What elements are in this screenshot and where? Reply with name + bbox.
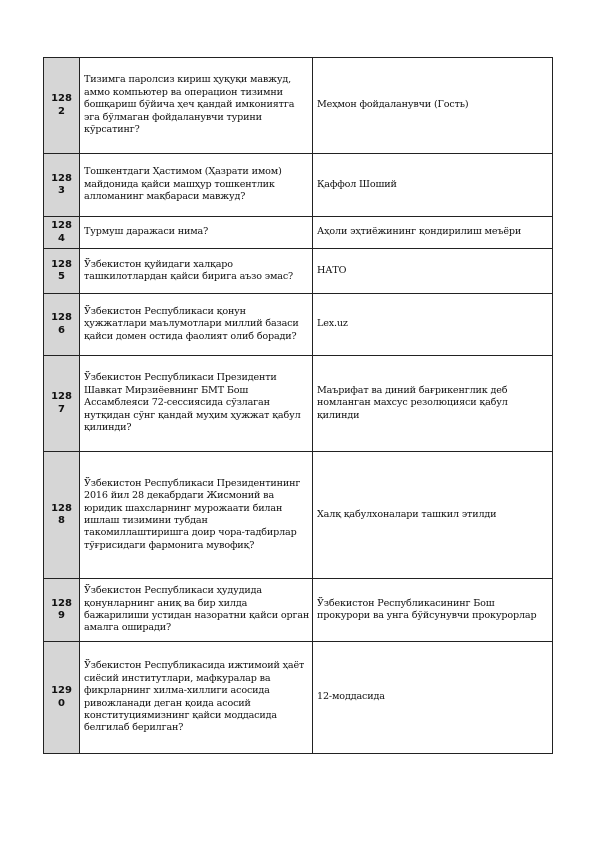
row-number-part: 7 — [58, 403, 65, 415]
row-number-part: 6 — [58, 324, 65, 336]
row-number-cell — [44, 217, 80, 249]
table-row — [44, 154, 553, 217]
row-number-part: 0 — [58, 697, 65, 709]
question-cell: Тизимга паролсиз кириш ҳуқуқи мавжуд, аммо компьютер ва операцион тизимни бошқариш бўйича ҳеч қандай имкониятга эга бўлмаган фойдаланувчи турини кўрсатинг? — [80, 58, 313, 154]
question-answer-table — [43, 57, 553, 754]
row-number-part: 128 — [51, 172, 72, 184]
row-number-cell — [44, 58, 80, 154]
row-number-cell — [44, 294, 80, 356]
row-number-part: 8 — [58, 515, 65, 526]
answer-cell: Lex.uz — [313, 294, 553, 356]
answer-cell: Меҳмон фойдаланувчи (Гость) — [313, 58, 553, 154]
answer-cell: 12-моддасида — [313, 642, 553, 754]
answer-cell: НАТО — [313, 249, 553, 294]
question-cell: Ўзбекистон Республикаси қонун ҳужжатлари маълумотлари миллий базаси қайси домен остида фаолият олиб боради? — [80, 294, 313, 356]
row-number-cell — [44, 249, 80, 294]
row-number-part: 5 — [58, 271, 65, 282]
row-number-part: 128 — [51, 258, 72, 270]
row-number-part: 3 — [58, 185, 65, 196]
answer-cell: Маърифат ва диний бағрикенглик деб номланган махсус резолюцияси қабул қилинди — [313, 356, 553, 452]
row-number-part: 128 — [51, 93, 72, 104]
table-row — [44, 452, 553, 579]
table-row — [44, 249, 553, 294]
table-row — [44, 58, 553, 154]
question-cell: Ўзбекистон Республикаси Президентининг 2016 йил 28 декабрдаги Жисмоний ва юридик шахсларнинг мурожаати билан ишлаш тизимини тубдан такомиллаштиришга доир чора-тадбирлар тўғрисидаги фармонига мувофиқ? — [80, 452, 313, 579]
row-number-part: 128 — [51, 312, 72, 323]
table-row — [44, 294, 553, 356]
row-number-cell — [44, 356, 80, 452]
question-cell: Турмуш даражаси нима? — [80, 217, 313, 249]
question-cell: Ўзбекистон Республикаси ҳудудида қонунларнинг аниқ ва бир хилда бажарилиши устидан назоратни қайси орган амалга оширади? — [80, 579, 313, 642]
answer-cell: Ўзбекистон Республикасининг Бош прокурори ва унга бўйсунувчи прокурорлар — [313, 579, 553, 642]
question-cell: Ўзбекистон Республикасида ижтимоий ҳаёт сиёсий институтлари, мафкуралар ва фикрларнинг хилма-хиллиги асосида ривожланади деган қоида асосий конституциямизнинг қайси моддасида белгилаб берилган? — [80, 642, 313, 754]
answer-cell: Қаффол Шоший — [313, 154, 553, 217]
row-number-cell — [44, 452, 80, 579]
row-number-part: 128 — [51, 597, 72, 609]
row-number-part: 128 — [51, 502, 72, 514]
answer-cell: Халқ қабулхоналари ташкил этилди — [313, 452, 553, 579]
row-number-cell — [44, 642, 80, 754]
table-row — [44, 579, 553, 642]
row-number-part: 129 — [51, 685, 72, 696]
row-number-cell — [44, 579, 80, 642]
row-number-part: 2 — [58, 105, 65, 117]
table-row — [44, 217, 553, 249]
row-number-part: 128 — [51, 220, 72, 231]
question-cell: Тошкентдаги Ҳастимом (Ҳазрати имом) майдонида қайси машҳур тошкентлик алломанинг мақбараси мавжуд? — [80, 154, 313, 217]
row-number-part: 9 — [58, 610, 65, 621]
row-number-cell — [44, 154, 80, 217]
question-cell: Ўзбекистон Республикаси Президенти Шавкат Мирзиёевнинг БМТ Бош Ассамблеяси 72-сессиясида сўзлаган нутқидан сўнг қандай муҳим ҳужжат қабул қилинди? — [80, 356, 313, 452]
table-row — [44, 356, 553, 452]
table-row — [44, 642, 553, 754]
question-cell: Ўзбекистон қуйидаги халқаро ташкилотлардан қайси бирига аъзо эмас? — [80, 249, 313, 294]
row-number-part: 128 — [51, 391, 72, 402]
row-number-part: 4 — [58, 232, 65, 244]
answer-cell: Аҳоли эҳтиёжининг қондирилиш меъёри — [313, 217, 553, 249]
